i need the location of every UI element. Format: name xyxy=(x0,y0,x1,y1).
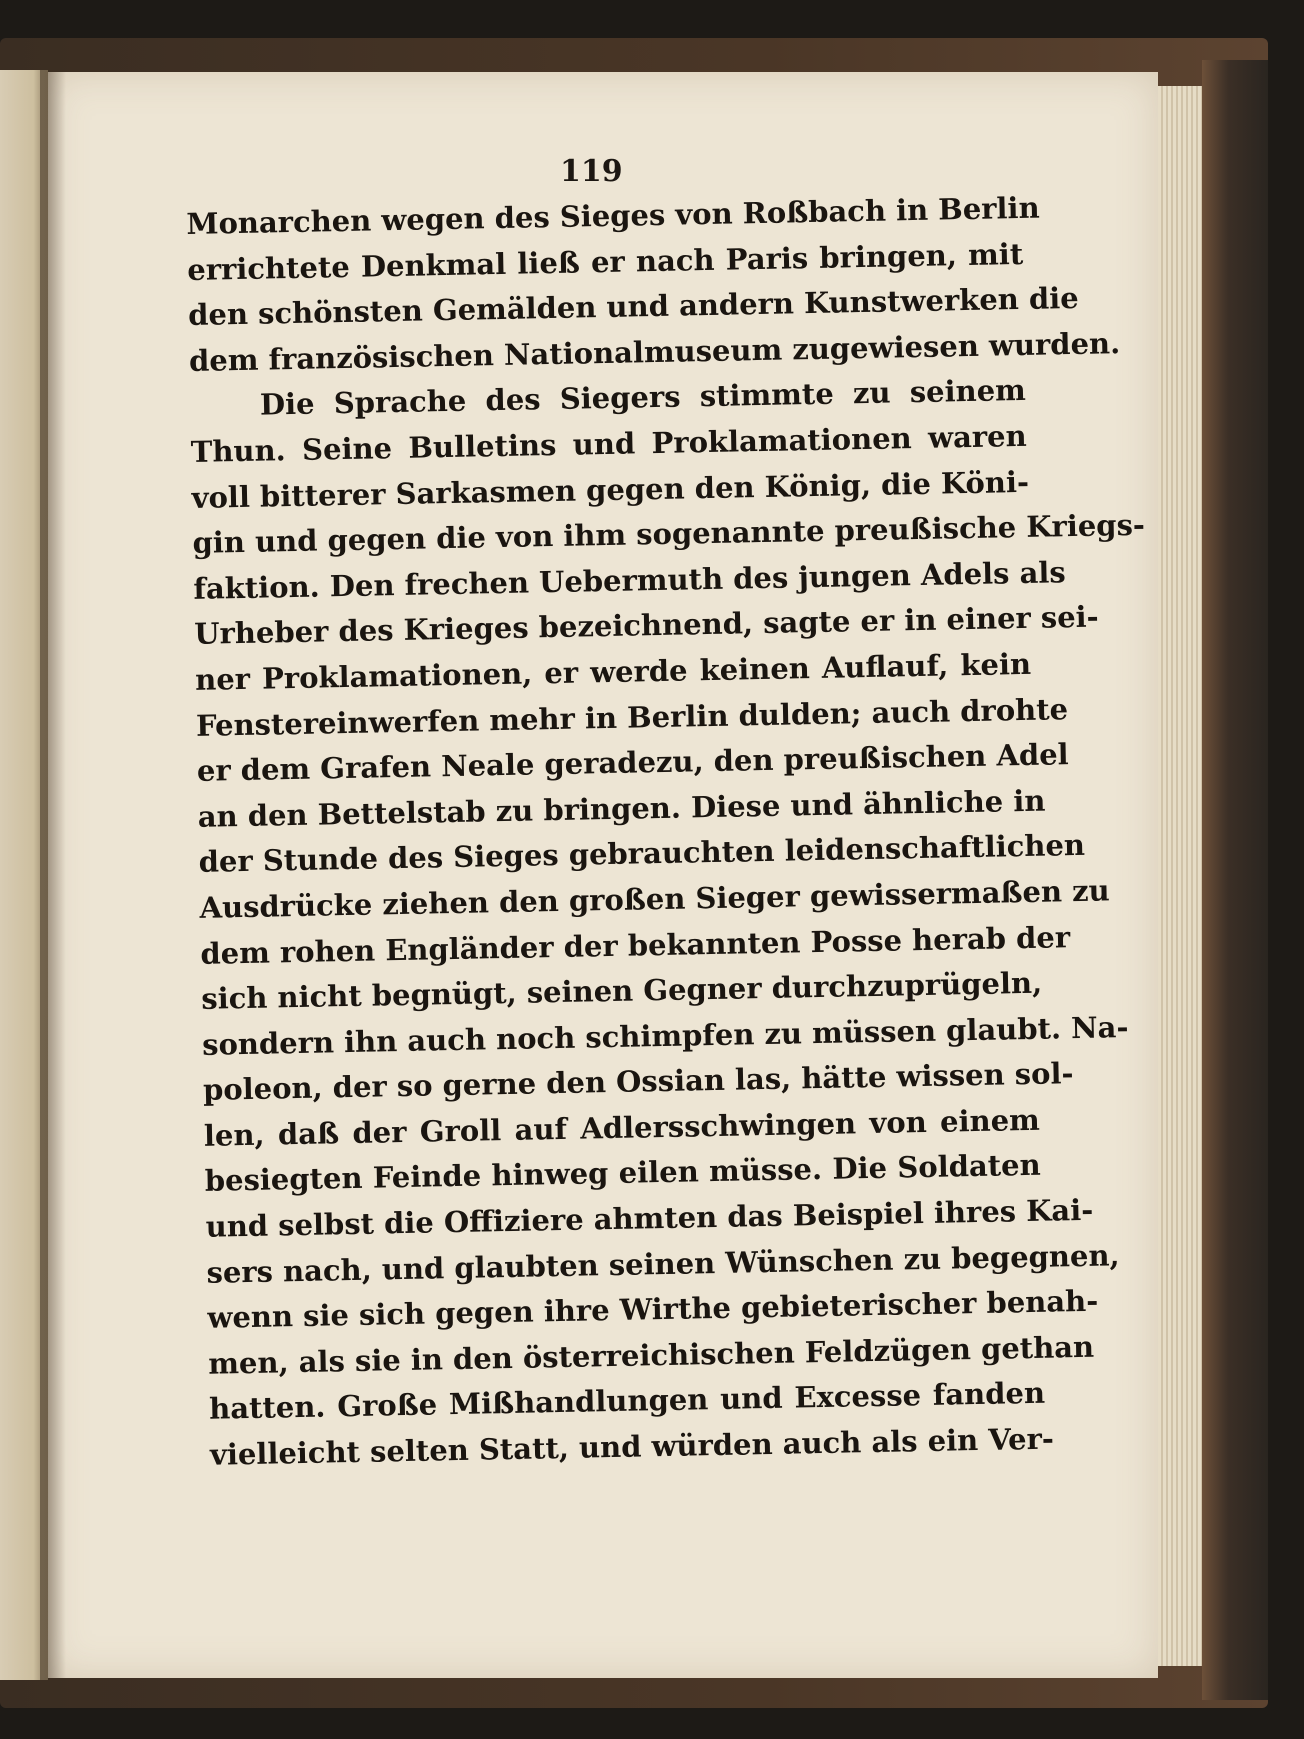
text-line: besiegten Feinde hinweg eilen müsse. Die Soldaten xyxy=(204,1148,1041,1199)
spine-shadow xyxy=(40,70,66,1680)
text-line: faktion. Den frechen Uebermuth des jungen Adels als xyxy=(193,554,1066,606)
text-line: men, als sie in den österreichischen Feldzügen gethan xyxy=(207,1329,1095,1381)
text-line: sich nicht begnügt, seinen Gegner durchzuprügeln, xyxy=(200,965,1043,1016)
text-line: Thun. Seine Bulletins und Proklamationen waren xyxy=(190,418,1027,469)
text-line: Fenstereinwerfen mehr in Berlin dulden; auch drohte xyxy=(195,691,1069,743)
text-line: wenn sie sich gegen ihre Wirthe gebieterischer benah- xyxy=(207,1283,1099,1336)
page-edges xyxy=(1158,86,1202,1666)
paragraph-start-line: Die Sprache des Siegers stimmte zu seinem xyxy=(259,373,1027,422)
text-line: Monarchen wegen des Sieges von Roßbach in Berlin xyxy=(186,190,1040,241)
text-line: poleon, der so gerne den Ossian las, hätte wissen sol- xyxy=(202,1056,1074,1108)
text-line: errichtete Denkmal ließ er nach Paris bringen, mit xyxy=(186,236,1024,287)
text-line: hatten. Große Mißhandlungen und Excesse fanden xyxy=(208,1376,1046,1427)
text-line: len, daß der Groll auf Adlersschwingen von einem xyxy=(203,1102,1041,1153)
text-line: Urheber des Krieges bezeichnend, sagte er in einer sei- xyxy=(193,599,1099,652)
book-binding-edge xyxy=(1202,60,1268,1700)
text-line: der Stunde des Sieges gebrauchten leidenschaftlichen xyxy=(198,828,1086,880)
text-line: den schönsten Gemälden und andern Kunstwerken die xyxy=(187,281,1079,333)
text-line: dem rohen Engländer der bekannten Posse herab der xyxy=(200,919,1071,971)
text-line: voll bitterer Sarkasmen gegen den König, die Köni- xyxy=(191,464,1030,515)
text-line: er dem Grafen Neale geradezu, den preußischen Adel xyxy=(196,737,1069,789)
text-line: ner Proklamationen, er werde keinen Auflauf, kein xyxy=(194,646,1032,697)
text-line: dem französischen Nationalmuseum zugewiesen wurden. xyxy=(188,325,1121,378)
text-line: sondern ihn auch noch schimpfen zu müssen glaubt. Na- xyxy=(201,1009,1129,1062)
text-line: gin und gegen die von ihm sogenannte preußische Kriegs- xyxy=(192,507,1146,561)
page-body-text xyxy=(186,186,1146,1478)
text-line: vielleicht selten Statt, und würden auch als ein Ver- xyxy=(209,1421,1055,1472)
text-line: und selbst die Offiziere ahmten das Beispiel ihres Kai- xyxy=(205,1192,1094,1244)
text-line: an den Bettelstab zu bringen. Diese und ähnliche in xyxy=(197,783,1046,834)
page-number: 119 xyxy=(560,154,623,189)
text-line: sers nach, und glaubten seinen Wünschen zu begegnen, xyxy=(206,1237,1120,1290)
text-line: Ausdrücke ziehen den großen Sieger gewissermaßen zu xyxy=(199,873,1110,925)
